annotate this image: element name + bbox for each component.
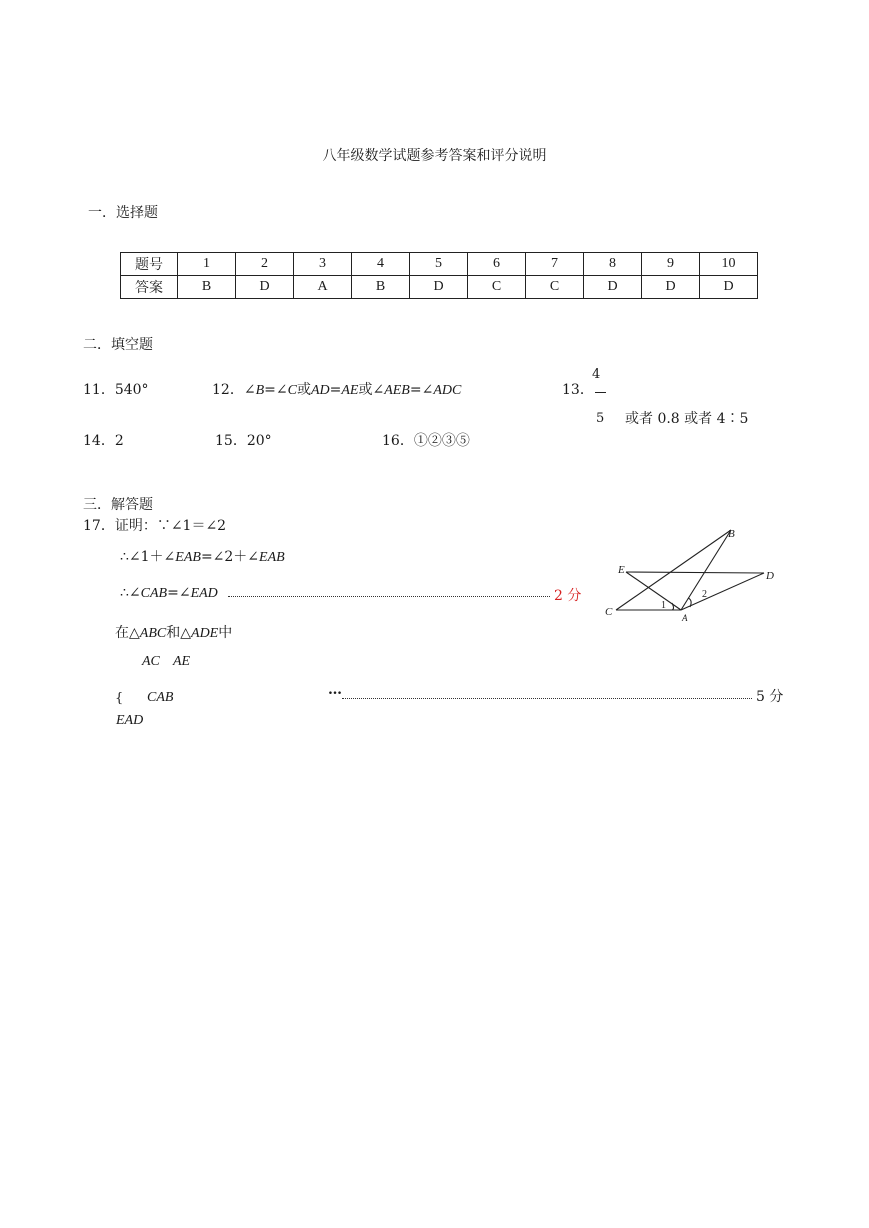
question-number: 16． xyxy=(382,433,414,449)
table-header-cell: 答案 xyxy=(121,276,178,299)
answer-11 xyxy=(83,379,149,399)
label-D: D xyxy=(766,570,774,582)
table-cell: 8 xyxy=(584,253,642,276)
answer-15 xyxy=(215,430,272,450)
label-A: A xyxy=(682,613,688,623)
table-cell: D xyxy=(410,276,468,299)
math-var: CAB xyxy=(140,586,168,601)
score-mark-2: 2 分 xyxy=(554,588,582,604)
line-AD xyxy=(681,573,764,610)
math-op: ∴∠ xyxy=(120,585,141,601)
question-number: 14． xyxy=(83,433,115,449)
table-cell: 5 xyxy=(410,253,468,276)
table-cell: 3 xyxy=(294,253,352,276)
math-op: 或 xyxy=(296,382,311,398)
table-cell: 4 xyxy=(352,253,410,276)
math-op: =∠ xyxy=(409,382,434,398)
math-var: B xyxy=(255,383,265,398)
answer-13-alternatives: 或者 0.8 或者 4∶5 xyxy=(625,411,749,427)
math-var: AEB xyxy=(384,383,410,398)
answer-value: 2 xyxy=(114,433,124,449)
ellipsis: … xyxy=(328,682,342,698)
system-row-1-right: AE xyxy=(173,654,191,669)
answer-value: 540° xyxy=(114,382,149,398)
dot-leader xyxy=(342,684,752,699)
table-cell: B xyxy=(178,276,236,299)
table-cell: 6 xyxy=(468,253,526,276)
label-E: E xyxy=(618,564,625,576)
proof-line-2 xyxy=(120,546,285,566)
label-angle-1: 1 xyxy=(661,600,666,611)
table-cell: 10 xyxy=(700,253,758,276)
brace-symbol: { xyxy=(115,691,124,706)
table-cell: C xyxy=(468,276,526,299)
question-number: 12． xyxy=(212,382,244,398)
section-heading-choice: 一．选择题 xyxy=(88,205,158,221)
math-var: C xyxy=(287,383,297,398)
math-var: EAB xyxy=(175,550,201,565)
table-cell: D xyxy=(236,276,294,299)
answer-value: ①②③⑤ xyxy=(413,433,470,449)
page-title: 八年级数学试题参考答案和评分说明 xyxy=(322,148,547,164)
table-cell: 2 xyxy=(236,253,294,276)
label-C: C xyxy=(605,606,613,618)
table-cell: D xyxy=(700,276,758,299)
fraction-numerator: 4 xyxy=(592,367,601,382)
system-row-1-left: AC xyxy=(142,654,160,669)
proof-line-4 xyxy=(115,622,232,642)
answer-14 xyxy=(83,430,124,450)
math-op: 中 xyxy=(218,625,233,641)
table-row-questions xyxy=(121,253,758,276)
math-var: EAD xyxy=(190,586,218,601)
section-heading-solve: 三．解答题 xyxy=(83,497,153,513)
proof-line-3 xyxy=(120,585,218,602)
math-op: =∠ xyxy=(264,382,288,398)
table-cell: B xyxy=(352,276,410,299)
math-op: 在△ xyxy=(115,625,140,641)
math-op: =∠2＋∠ xyxy=(200,549,260,565)
question-number-13: 13． xyxy=(562,382,594,398)
math-var: ADC xyxy=(433,383,462,398)
math-var: EAB xyxy=(259,550,285,565)
table-cell: 9 xyxy=(642,253,700,276)
math-op: 和△ xyxy=(166,625,192,641)
fraction-bar xyxy=(595,392,606,393)
geometry-figure xyxy=(596,518,786,630)
math-op: 或∠ xyxy=(358,382,385,398)
fraction-denominator: 5 xyxy=(596,411,605,426)
table-cell: 7 xyxy=(526,253,584,276)
math-var: ABC xyxy=(139,626,167,641)
math-var: ADE xyxy=(191,626,219,641)
math-op: =∠ xyxy=(167,585,191,601)
table-cell: A xyxy=(294,276,352,299)
system-row-2: CAB xyxy=(147,690,174,705)
table-cell: D xyxy=(642,276,700,299)
table-row-answers xyxy=(121,276,758,299)
label-angle-2: 2 xyxy=(702,589,707,600)
question-number: 11． xyxy=(83,382,115,398)
proof-line-1: 17．证明：∵∠1＝∠2 xyxy=(83,518,227,534)
question-number: 15． xyxy=(215,433,247,449)
system-row-3: EAD xyxy=(116,713,144,728)
label-B: B xyxy=(728,528,735,540)
table-cell: C xyxy=(526,276,584,299)
answer-16 xyxy=(382,430,470,450)
score-mark-5: 5 分 xyxy=(756,689,784,705)
table-cell: 1 xyxy=(178,253,236,276)
line-ED xyxy=(626,572,764,573)
answer-value: 20° xyxy=(246,433,272,449)
section-heading-fill: 二．填空题 xyxy=(83,337,153,353)
math-var: AE xyxy=(341,383,359,398)
answer-12 xyxy=(212,379,461,399)
math-op: = xyxy=(329,382,342,398)
table-header-cell: 题号 xyxy=(121,253,178,276)
dot-leader xyxy=(228,582,550,597)
answer-table xyxy=(120,252,758,299)
line-CB xyxy=(616,530,731,610)
angle-symbol: ∠ xyxy=(243,382,256,398)
math-var: AD xyxy=(310,383,330,398)
math-op: ∴∠1＋∠ xyxy=(120,549,176,565)
table-cell: D xyxy=(584,276,642,299)
